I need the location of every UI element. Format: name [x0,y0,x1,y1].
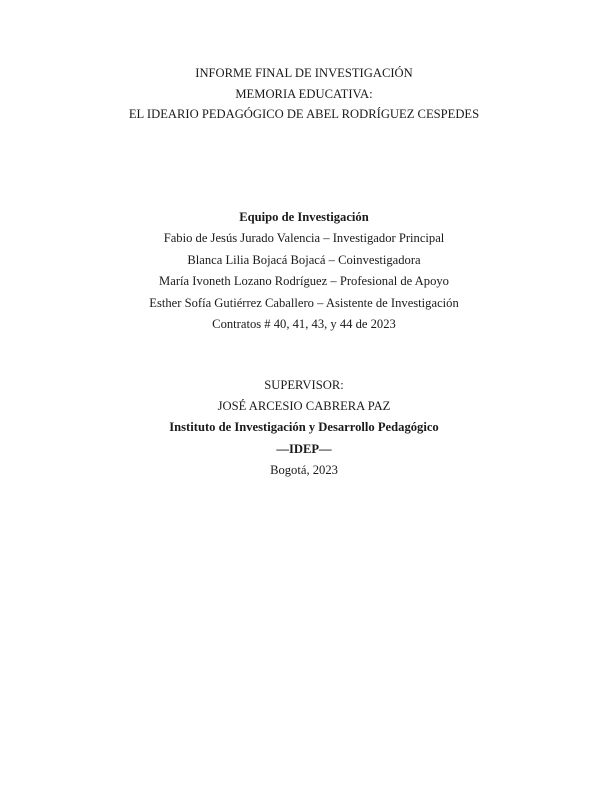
institute-acronym: —IDEP— [276,441,332,456]
title-line-2: MEMORIA EDUCATIVA: [235,86,373,101]
team-heading: Equipo de Investigación [239,210,369,224]
report-title [0,63,608,125]
title-line-3: EL IDEARIO PEDAGÓGICO DE ABEL RODRÍGUEZ CESPEDES [128,107,480,121]
institute-name: Instituto de Investigación y Desarrollo Pedagógico [169,420,439,435]
team-member: Esther Sofía Gutiérrez Caballero – Asistente de Investigación [149,295,459,310]
team-member: María Ivoneth Lozano Rodríguez – Profesional de Apoyo [159,274,449,289]
team-member: Blanca Lilia Bojacá Bojacá – Coinvestigadora [187,252,421,267]
supervisor-section [0,375,608,481]
team-member: Fabio de Jesús Jurado Valencia – Investigador Principal [163,231,445,246]
research-team [0,207,608,335]
title-line-1: INFORME FINAL DE INVESTIGACIÓN [195,66,413,80]
place-date: Bogotá, 2023 [270,462,338,477]
contracts-line: Contratos # 40, 41, 43, y 44 de 2023 [212,317,396,332]
supervisor-label: SUPERVISOR: [264,378,344,392]
supervisor-name: JOSÉ ARCESIO CABRERA PAZ [217,399,391,414]
